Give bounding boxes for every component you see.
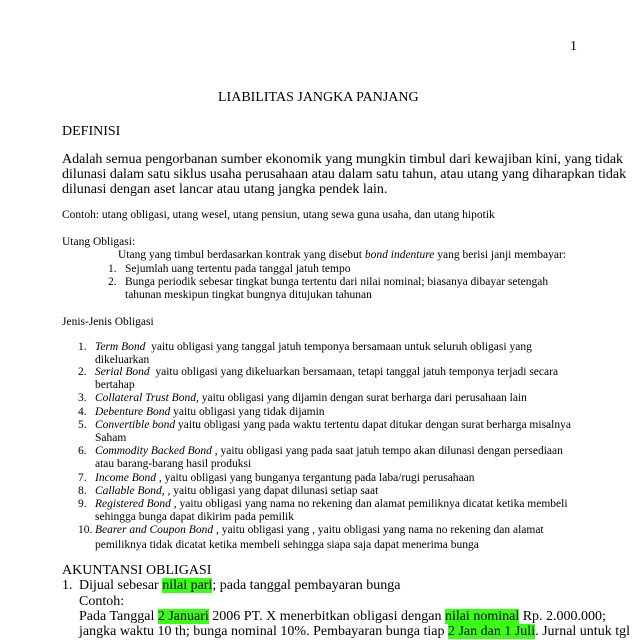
list-item	[108, 276, 588, 304]
list-number: 3.	[78, 392, 87, 404]
term: Convertible bond	[95, 419, 176, 431]
desc: yaitu obligasi yang dikeluarkan bersamaan, tetapi tanggal jatuh temponya terjadi secara	[149, 366, 559, 378]
akuntansi-item-number: 1.	[62, 578, 73, 593]
list-number: 6.	[78, 445, 87, 457]
list-number: 8.	[78, 485, 87, 497]
list-number: 2.	[108, 276, 117, 288]
page-number: 1	[570, 39, 577, 54]
highlight: 2 Jan dan 1 Juli	[447, 624, 536, 639]
list-text: tahunan meskipun tingkat bungnya ditujukan tahunan	[125, 289, 372, 301]
desc-cont: dikeluarkan	[95, 354, 150, 366]
akuntansi-heading: AKUNTANSI OBLIGASI	[62, 563, 212, 578]
list-number: 1.	[108, 263, 117, 275]
table-row	[78, 419, 578, 447]
highlight: nilai pari	[162, 578, 213, 593]
table-row	[78, 406, 578, 420]
desc-cont: sehingga bunga dapat dikirim pada pemilik	[95, 511, 294, 523]
list-number: 4.	[78, 406, 87, 418]
list-number: 10.	[78, 524, 93, 536]
contoh-line-2: jangka waktu 10 th; bunga nominal 10%. Pembayaran bunga tiap 2 Jan dan 1 Juli. Jurnal untuk tgl	[79, 624, 630, 639]
desc: yaitu obligasi yang dijamin dengan surat berharga dari perusahaan lain	[198, 392, 527, 404]
desc: yaitu obligasi yang pada waktu tertentu dapat ditukar dengan surat berharga misalnya	[175, 419, 571, 431]
highlight: nilai nominal	[444, 609, 520, 624]
term: Serial Bond	[95, 366, 150, 378]
desc: yaitu obligasi yang nama no rekening dan alamat pemiliknya dicatat ketika membeli	[176, 498, 568, 510]
list-item	[108, 263, 588, 277]
table-row	[78, 485, 578, 499]
utang-obligasi-heading: Utang Obligasi:	[62, 236, 136, 248]
term: Commodity Backed Bond ,	[95, 445, 218, 457]
term: Bearer and Coupon Bond ,	[95, 524, 219, 536]
term: Debenture Bond	[95, 406, 171, 418]
definisi-heading: DEFINISI	[62, 124, 121, 139]
page-title: LIABILITAS JANGKA PANJANG	[218, 90, 419, 105]
table-row	[78, 445, 578, 473]
jenis-heading: Jenis-Jenis Obligasi	[62, 316, 154, 328]
term: Income Bond ,	[95, 472, 162, 484]
desc: yaitu obligasi yang dapat dilunasi setiap saat	[170, 485, 379, 497]
desc: yaitu obligasi yang pada saat jatuh tempo akan dilunasi dengan persediaan	[217, 445, 563, 457]
list-number: 9.	[78, 498, 87, 510]
term: Term Bond	[95, 341, 146, 353]
desc-cont: bertahap	[95, 379, 135, 391]
table-row	[78, 341, 578, 369]
contoh-label: Contoh:	[79, 594, 125, 609]
definisi-line-2: dilunasi dalam satu siklus usaha perusahaan atau dalam satu tahun, atau utang yang diharapkan tidak	[62, 167, 627, 182]
desc: yaitu obligasi yang tidak dijamin	[170, 406, 325, 418]
table-row	[78, 366, 578, 394]
list-number: 5.	[78, 419, 87, 431]
desc: yaitu obligasi yang , yaitu obligasi yang nama no rekening dan alamat	[218, 524, 544, 536]
term: Collateral Trust Bond,	[95, 392, 199, 404]
definisi-contoh: Contoh: utang obligasi, utang wesel, utang pensiun, utang sewa guna usaha, dan utang hipotik	[62, 209, 495, 221]
list-number: 1.	[78, 341, 87, 353]
table-row	[78, 524, 578, 552]
definisi-line-3: dilunasi dengan aset lancar atau utang jangka pendek lain.	[62, 182, 388, 197]
term: Callable Bond, ,	[95, 485, 171, 497]
table-row	[78, 498, 578, 526]
list-text: Sejumlah uang tertentu pada tanggal jatuh tempo	[125, 263, 351, 275]
table-row	[78, 472, 578, 486]
utang-obligasi-intro: Utang yang timbul berdasarkan kontrak yang disebut bond indenture yang berisi janji membayar:	[118, 249, 566, 261]
highlight: 2 Januari	[157, 609, 209, 624]
desc: yaitu obligasi yang bunganya tergantung pada laba/rugi perusahaan	[161, 472, 475, 484]
list-number: 7.	[78, 472, 87, 484]
list-number: 2.	[78, 366, 87, 378]
contoh-line-1: Pada Tanggal 2 Januari 2006 PT. X menerbitkan obligasi dengan nilai nominal Rp. 2.000.000;	[79, 609, 606, 624]
desc-cont: pemiliknya tidak dicatat ketika membeli sehingga siapa saja dapat menerima bunga	[95, 539, 479, 551]
term: Registered Bond ,	[95, 498, 177, 510]
table-row	[78, 392, 578, 406]
desc: yaitu obligasi yang tanggal jatuh temponya bersamaan untuk seluruh obligasi yang	[145, 341, 532, 353]
desc-cont: atau barang-barang hasil produksi	[95, 458, 252, 470]
list-text: Bunga periodik sebesar tingkat bunga tertentu dari nilai nominal; biasanya dibayar setengah	[125, 276, 549, 288]
desc-cont: Saham	[95, 432, 127, 444]
akuntansi-item-1: Dijual sebesar nilai pari; pada tanggal pembayaran bunga	[79, 578, 401, 593]
definisi-line-1: Adalah semua pengorbanan sumber ekonomik yang mungkin timbul dari kewajiban kini, yang tidak	[62, 152, 624, 167]
